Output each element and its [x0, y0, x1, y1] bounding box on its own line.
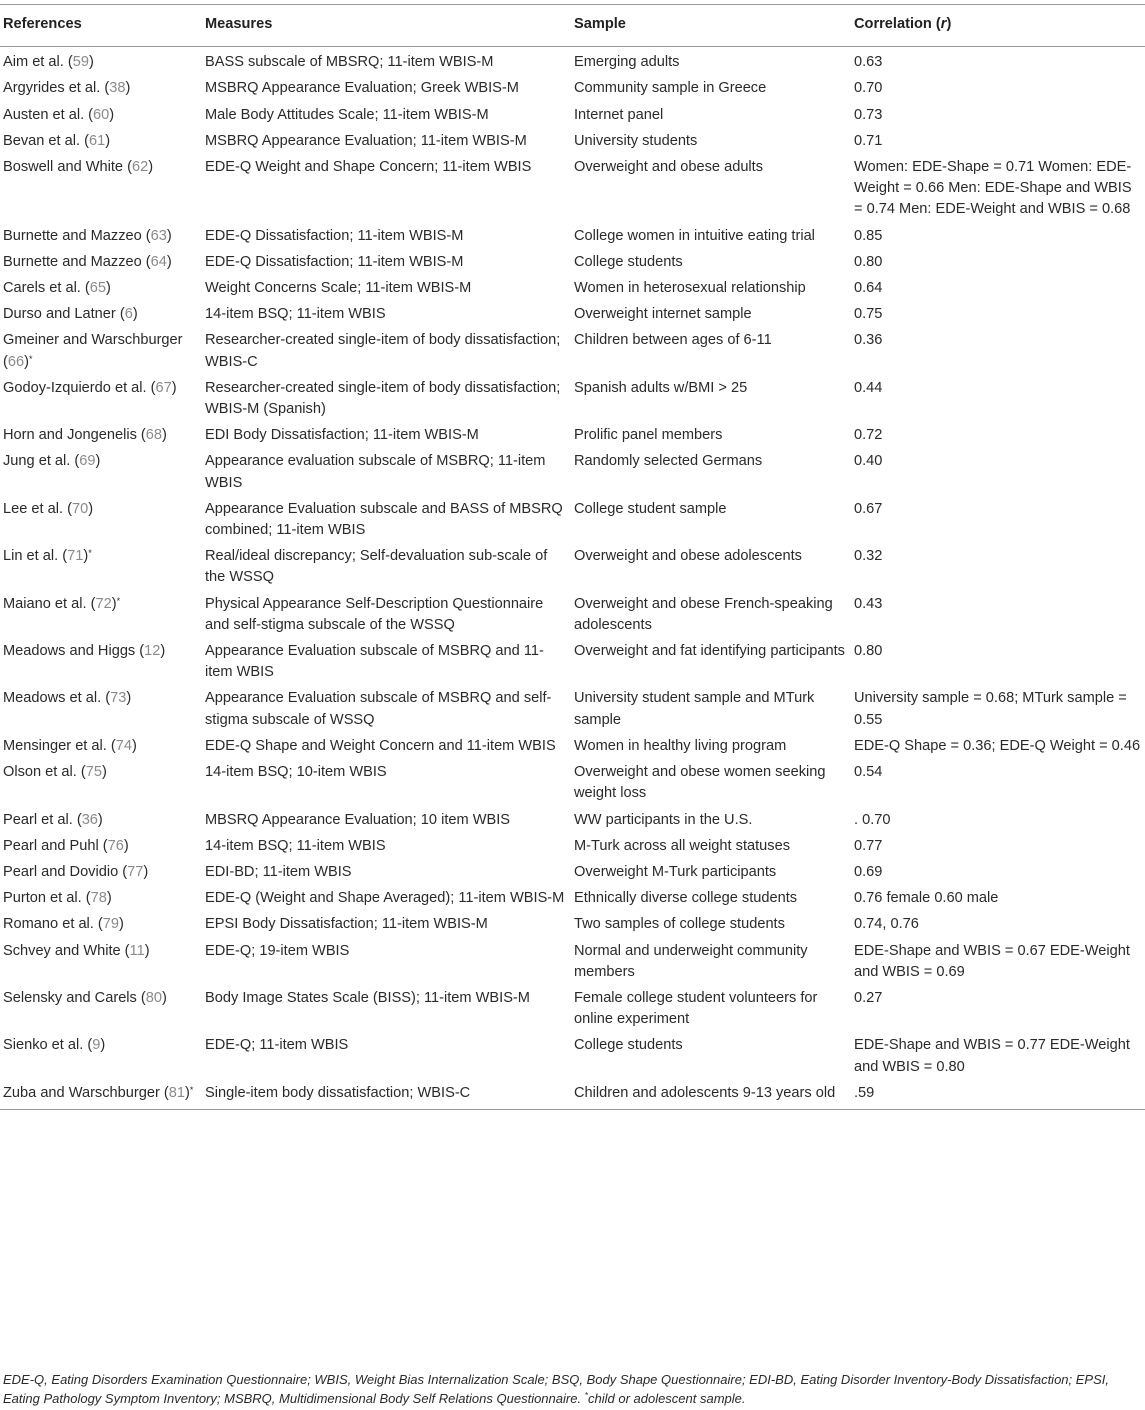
reference-number: 73 — [110, 690, 127, 707]
reference-authors: Gmeiner and Warschburger ( — [3, 332, 183, 370]
cell-reference — [0, 100, 202, 126]
reference-number: 74 — [115, 737, 132, 754]
reference-number: 63 — [150, 227, 167, 244]
reference-authors: Romano et al. ( — [3, 916, 103, 933]
cell-reference — [0, 636, 202, 683]
cell-reference — [0, 420, 202, 446]
table-row — [0, 126, 1145, 152]
cell-reference — [0, 757, 202, 804]
table-row — [0, 152, 1145, 221]
cell-measures: Appearance Evaluation subscale of MSBRQ and 11-item WBIS — [205, 643, 544, 681]
cell-measures: 14-item BSQ; 11-item WBIS — [205, 837, 386, 854]
reference-close: ) — [24, 353, 29, 370]
cell-sample: College students — [574, 1037, 683, 1054]
header-correlation-label: Correlation ( — [854, 16, 941, 32]
reference-close: ) — [109, 106, 115, 123]
cell-reference — [0, 831, 202, 857]
reference-authors: Austen et al. ( — [3, 106, 94, 123]
reference-number: 60 — [93, 106, 110, 123]
cell-sample: Spanish adults w/BMI > 25 — [574, 379, 748, 396]
table-row — [0, 221, 1145, 247]
cell-reference — [0, 683, 202, 730]
reference-authors: Boswell and White ( — [3, 159, 132, 176]
cell-measures: EDE-Q Shape and Weight Concern and 11-item WBIS — [205, 737, 556, 754]
cell-correlation: 0.85 — [854, 227, 883, 244]
reference-number: 76 — [107, 837, 124, 854]
reference-authors: Burnette and Mazzeo ( — [3, 227, 151, 244]
reference-authors: Aim et al. ( — [3, 54, 73, 71]
reference-authors: Selensky and Carels ( — [3, 989, 146, 1006]
table-header-row — [0, 5, 1145, 47]
reference-number: 9 — [92, 1037, 101, 1054]
table-row — [0, 757, 1145, 804]
cell-measures: Weight Concerns Scale; 11-item WBIS-M — [205, 280, 472, 297]
cell-correlation: 0.80 — [854, 253, 883, 270]
table-row — [0, 857, 1145, 883]
reference-number: 71 — [67, 548, 84, 565]
table-body — [0, 47, 1145, 1110]
cell-sample: Children between ages of 6-11 — [574, 332, 772, 349]
cell-reference — [0, 541, 202, 588]
reference-authors: Jung et al. ( — [3, 453, 80, 470]
child-sample-mark: * — [88, 548, 92, 559]
cell-reference — [0, 325, 202, 372]
reference-authors: Olson et al. ( — [3, 764, 86, 781]
cell-correlation: 0.76 female 0.60 male — [854, 890, 999, 907]
cell-correlation: 0.73 — [854, 106, 883, 123]
reference-close: ) — [97, 811, 103, 828]
reference-authors: Zuba and Warschburger ( — [3, 1084, 169, 1101]
reference-close: ) — [106, 280, 111, 297]
cell-correlation: 0.71 — [854, 132, 883, 149]
reference-authors: Horn and Jongenelis ( — [3, 427, 146, 444]
table-row — [0, 1030, 1145, 1077]
cell-sample: Ethnically diverse college students — [574, 890, 798, 907]
cell-sample: University students — [574, 132, 698, 149]
reference-number: 78 — [90, 890, 107, 907]
cell-reference — [0, 805, 202, 831]
table-row — [0, 1078, 1145, 1110]
reference-close: ) — [144, 942, 150, 959]
cell-correlation: 0.67 — [854, 500, 883, 517]
cell-correlation: . 0.70 — [854, 811, 891, 828]
cell-sample: Randomly selected Germans — [574, 453, 763, 470]
child-sample-mark: * — [189, 1084, 194, 1095]
reference-close: ) — [143, 863, 149, 880]
cell-measures: MSBRQ Appearance Evaluation; 11-item WBIS-M — [205, 132, 527, 149]
reference-authors: Schvey and White ( — [3, 942, 130, 959]
cell-measures: EDE-Q; 19-item WBIS — [205, 942, 350, 959]
table-row — [0, 494, 1145, 541]
table-row — [0, 541, 1145, 588]
table-row — [0, 909, 1145, 935]
cell-sample: College students — [574, 253, 683, 270]
table-row — [0, 247, 1145, 273]
reference-close: ) — [101, 764, 107, 781]
reference-authors: Mensinger et al. ( — [3, 737, 116, 754]
footnote-text: EDE-Q, Eating Disorders Examination Questionnaire; WBIS, Weight Bias Internalization Scale; BSQ, Body Shape Questionnaire; EDI-BD, Eating Disorder Inventory-Body Dissatisfaction; EPSI, Eating Pathology Symptom Inventory; MSBRQ, Multidimensional Body Self Relations Questionnaire. — [3, 1372, 1109, 1406]
cell-correlation: 0.75 — [854, 306, 883, 323]
cell-correlation: .59 — [851, 1078, 1145, 1110]
cell-correlation: EDE-Shape and WBIS = 0.67 EDE-Weight and WBIS = 0.69 — [854, 942, 1130, 980]
reference-authors: Durso and Latner ( — [3, 306, 125, 323]
reference-authors: Pearl and Dovidio ( — [3, 863, 128, 880]
reference-number: 68 — [145, 427, 163, 444]
reference-number: 62 — [131, 159, 149, 176]
cell-measures: Physical Appearance Self-Description Questionnaire and self-stigma subscale of the WSSQ — [205, 595, 544, 633]
cell-sample: Two samples of college students — [574, 916, 785, 933]
cell-sample: Community sample in Greece — [574, 80, 767, 97]
cell-measures: EDE-Q Dissatisfaction; 11-item WBIS-M — [205, 253, 464, 270]
cell-measures: EPSI Body Dissatisfaction; 11-item WBIS-M — [205, 916, 488, 933]
cell-correlation: 0.70 — [854, 80, 883, 97]
cell-sample: College student sample — [574, 500, 727, 517]
cell-sample: Overweight M-Turk participants — [574, 863, 777, 880]
cell-correlation: 0.32 — [854, 548, 883, 565]
reference-number: 65 — [89, 280, 107, 297]
reference-number: 66 — [7, 353, 25, 370]
cell-measures: Appearance evaluation subscale of MSBRQ; 11-item WBIS — [205, 453, 546, 491]
cell-correlation: EDE-Q Shape = 0.36; EDE-Q Weight = 0.46 — [854, 737, 1141, 754]
cell-reference — [0, 1030, 202, 1077]
reference-authors: Bevan et al. ( — [3, 132, 89, 149]
reference-number: 80 — [145, 989, 162, 1006]
cell-sample: Overweight and obese French-speaking adolescents — [574, 595, 833, 633]
cell-correlation: 0.43 — [854, 595, 883, 612]
cell-reference — [0, 983, 202, 1030]
reference-close: ) — [132, 306, 138, 323]
cell-measures: MSBRQ Appearance Evaluation; Greek WBIS-M — [205, 80, 519, 97]
cell-measures: 14-item BSQ; 11-item WBIS — [205, 306, 386, 323]
cell-correlation: Women: EDE-Shape = 0.71 Women: EDE-Weight = 0.66 Men: EDE-Shape and WBIS = 0.74 Men: EDE-Weight and WBIS = 0.68 — [854, 159, 1132, 218]
cell-sample: Internet panel — [574, 106, 664, 123]
cell-sample: Children and adolescents 9-13 years old — [571, 1078, 851, 1110]
cell-correlation: 0.74, 0.76 — [854, 916, 919, 933]
cell-reference — [0, 494, 202, 541]
cell-sample: Overweight and obese adults — [574, 159, 764, 176]
cell-sample: Female college student volunteers for online experiment — [574, 989, 818, 1028]
table-row — [0, 47, 1145, 74]
footnote-note: child or adolescent sample. — [587, 1391, 746, 1406]
header-correlation-close: ) — [946, 16, 952, 32]
reference-number: 67 — [155, 379, 172, 396]
reference-number: 72 — [95, 595, 112, 612]
table-row — [0, 420, 1145, 446]
cell-measures: EDI-BD; 11-item WBIS — [205, 863, 352, 880]
reference-close: ) — [119, 916, 124, 933]
cell-sample: Women in heterosexual relationship — [574, 280, 806, 297]
cell-reference — [0, 936, 202, 983]
reference-authors: Lee et al. ( — [3, 500, 72, 517]
header-measures: Measures — [202, 5, 571, 47]
cell-sample: College women in intuitive eating trial — [574, 227, 815, 244]
table-footnote — [3, 1370, 1143, 1408]
cell-sample: Overweight and obese women seeking weight loss — [574, 764, 826, 802]
cell-measures: MBSRQ Appearance Evaluation; 10 item WBIS — [205, 811, 510, 828]
correlation-table — [0, 4, 1145, 1110]
cell-reference — [0, 857, 202, 883]
reference-close: ) — [106, 890, 112, 907]
reference-authors: Burnette and Mazzeo ( — [3, 253, 151, 270]
reference-close: ) — [126, 690, 132, 707]
reference-authors: Godoy-Izquierdo et al. ( — [3, 379, 156, 396]
table-row — [0, 731, 1145, 757]
cell-correlation: 0.44 — [854, 379, 883, 396]
cell-reference — [0, 446, 202, 493]
header-references: References — [0, 5, 202, 47]
cell-measures: Researcher-created single-item of body dissatisfaction; WBIS-M (Spanish) — [205, 379, 561, 418]
reference-number: 12 — [144, 643, 161, 660]
table-row — [0, 636, 1145, 683]
cell-sample: University student sample and MTurk sample — [574, 690, 815, 728]
cell-reference — [0, 247, 202, 273]
cell-sample: Overweight and fat identifying participants — [574, 643, 845, 660]
table-row — [0, 273, 1145, 299]
reference-authors: Carels et al. ( — [3, 280, 90, 297]
cell-sample: WW participants in the U.S. — [574, 811, 753, 828]
table-row — [0, 373, 1145, 420]
cell-reference — [0, 731, 202, 757]
cell-reference — [0, 47, 202, 74]
cell-sample: Prolific panel members — [574, 427, 723, 444]
cell-reference — [0, 883, 202, 909]
cell-measures: Single-item body dissatisfaction; WBIS-C — [202, 1078, 571, 1110]
table-row — [0, 936, 1145, 983]
cell-reference — [0, 126, 202, 152]
cell-correlation: 0.36 — [854, 332, 883, 349]
reference-authors: Pearl and Puhl ( — [3, 837, 108, 854]
reference-close: ) — [162, 427, 167, 444]
cell-sample: Overweight internet sample — [574, 306, 752, 323]
cell-measures: Appearance Evaluation subscale of MSBRQ and self-stigma subscale of WSSQ — [205, 690, 552, 728]
reference-authors: Maiano et al. ( — [3, 595, 96, 612]
reference-number: 59 — [72, 54, 89, 71]
reference-authors: Meadows et al. ( — [3, 690, 111, 707]
cell-correlation: EDE-Shape and WBIS = 0.77 EDE-Weight and WBIS = 0.80 — [854, 1037, 1130, 1075]
table-row — [0, 805, 1145, 831]
table-row — [0, 983, 1145, 1030]
cell-measures: BASS subscale of MBSRQ; 11-item WBIS-M — [205, 54, 494, 71]
cell-reference — [0, 909, 202, 935]
cell-sample: Normal and underweight community members — [574, 942, 808, 980]
cell-sample: Emerging adults — [574, 54, 680, 71]
cell-measures: EDE-Q Weight and Shape Concern; 11-item WBIS — [205, 159, 532, 176]
reference-close: ) — [162, 989, 167, 1006]
table-row — [0, 446, 1145, 493]
reference-number: 61 — [89, 132, 106, 149]
cell-reference — [0, 1078, 202, 1110]
reference-close: ) — [83, 548, 89, 565]
cell-correlation: 0.27 — [854, 989, 883, 1006]
reference-number: 81 — [168, 1084, 185, 1101]
cell-sample: Women in healthy living program — [574, 737, 787, 754]
cell-measures: EDE-Q Dissatisfaction; 11-item WBIS-M — [205, 227, 464, 244]
table-row — [0, 883, 1145, 909]
table-row — [0, 100, 1145, 126]
cell-measures: Real/ideal discrepancy; Self-devaluation sub-scale of the WSSQ — [205, 548, 548, 586]
reference-close: ) — [131, 737, 137, 754]
cell-measures: Appearance Evaluation subscale and BASS of MBSRQ combined; 11-item WBIS — [205, 500, 563, 539]
reference-authors: Lin et al. ( — [3, 548, 68, 565]
table-row — [0, 73, 1145, 99]
cell-correlation: 0.72 — [854, 427, 883, 444]
footnote-mark: * — [584, 1390, 588, 1400]
cell-measures: EDE-Q (Weight and Shape Averaged); 11-item WBIS-M — [205, 890, 565, 907]
reference-authors: Pearl et al. ( — [3, 811, 82, 828]
table-row — [0, 683, 1145, 730]
reference-close: ) — [111, 595, 117, 612]
header-sample: Sample — [571, 5, 851, 47]
reference-close: ) — [148, 159, 154, 176]
cell-measures: EDI Body Dissatisfaction; 11-item WBIS-M — [205, 427, 479, 444]
reference-close: ) — [125, 80, 131, 97]
cell-sample: Overweight and obese adolescents — [574, 548, 802, 565]
reference-close: ) — [166, 227, 172, 244]
cell-correlation: 0.64 — [854, 280, 883, 297]
reference-close: ) — [88, 500, 94, 517]
reference-authors: Argyrides et al. ( — [3, 80, 110, 97]
reference-number: 75 — [85, 764, 102, 781]
table-row — [0, 589, 1145, 636]
reference-number: 64 — [150, 253, 167, 270]
cell-sample: M-Turk across all weight statuses — [574, 837, 790, 854]
cell-correlation: 0.54 — [854, 764, 883, 781]
cell-reference — [0, 589, 202, 636]
cell-correlation: 0.63 — [854, 54, 883, 71]
child-sample-mark: * — [116, 595, 121, 606]
reference-close: ) — [160, 643, 166, 660]
reference-close: ) — [123, 837, 129, 854]
reference-authors: Purton et al. ( — [3, 890, 91, 907]
table-row — [0, 325, 1145, 372]
reference-close: ) — [166, 253, 172, 270]
cell-measures: EDE-Q; 11-item WBIS — [205, 1037, 349, 1054]
cell-measures: 14-item BSQ; 10-item WBIS — [205, 764, 387, 781]
cell-measures: Body Image States Scale (BISS); 11-item WBIS-M — [205, 989, 530, 1006]
child-sample-mark: * — [28, 353, 33, 364]
cell-measures: Researcher-created single-item of body dissatisfaction; WBIS-C — [205, 332, 561, 370]
reference-close: ) — [171, 379, 177, 396]
reference-close: ) — [100, 1037, 106, 1054]
reference-number: 79 — [102, 916, 120, 933]
cell-correlation: 0.40 — [854, 453, 883, 470]
cell-reference — [0, 299, 202, 325]
cell-reference — [0, 73, 202, 99]
cell-reference — [0, 221, 202, 247]
cell-reference — [0, 373, 202, 420]
reference-number: 11 — [129, 942, 145, 959]
reference-close: ) — [95, 453, 101, 470]
header-correlation-variable: r — [940, 16, 947, 32]
reference-close: ) — [88, 54, 94, 71]
cell-correlation: 0.80 — [854, 643, 883, 660]
reference-number: 70 — [71, 500, 89, 517]
reference-close: ) — [105, 132, 111, 149]
reference-close: ) — [184, 1084, 190, 1101]
reference-authors: Sienko et al. ( — [3, 1037, 93, 1054]
reference-number: 38 — [109, 80, 126, 97]
header-correlation — [851, 5, 1145, 47]
cell-measures: Male Body Attitudes Scale; 11-item WBIS-M — [205, 106, 489, 123]
cell-correlation: University sample = 0.68; MTurk sample = 0.55 — [854, 690, 1127, 728]
table-row — [0, 299, 1145, 325]
reference-number: 6 — [124, 306, 133, 323]
reference-number: 69 — [79, 453, 96, 470]
cell-reference — [0, 152, 202, 221]
reference-number: 36 — [81, 811, 98, 828]
table-row — [0, 831, 1145, 857]
cell-reference — [0, 273, 202, 299]
reference-authors: Meadows and Higgs ( — [3, 643, 145, 660]
cell-correlation: 0.77 — [854, 837, 883, 854]
cell-correlation: 0.69 — [854, 863, 883, 880]
reference-number: 77 — [127, 863, 144, 880]
